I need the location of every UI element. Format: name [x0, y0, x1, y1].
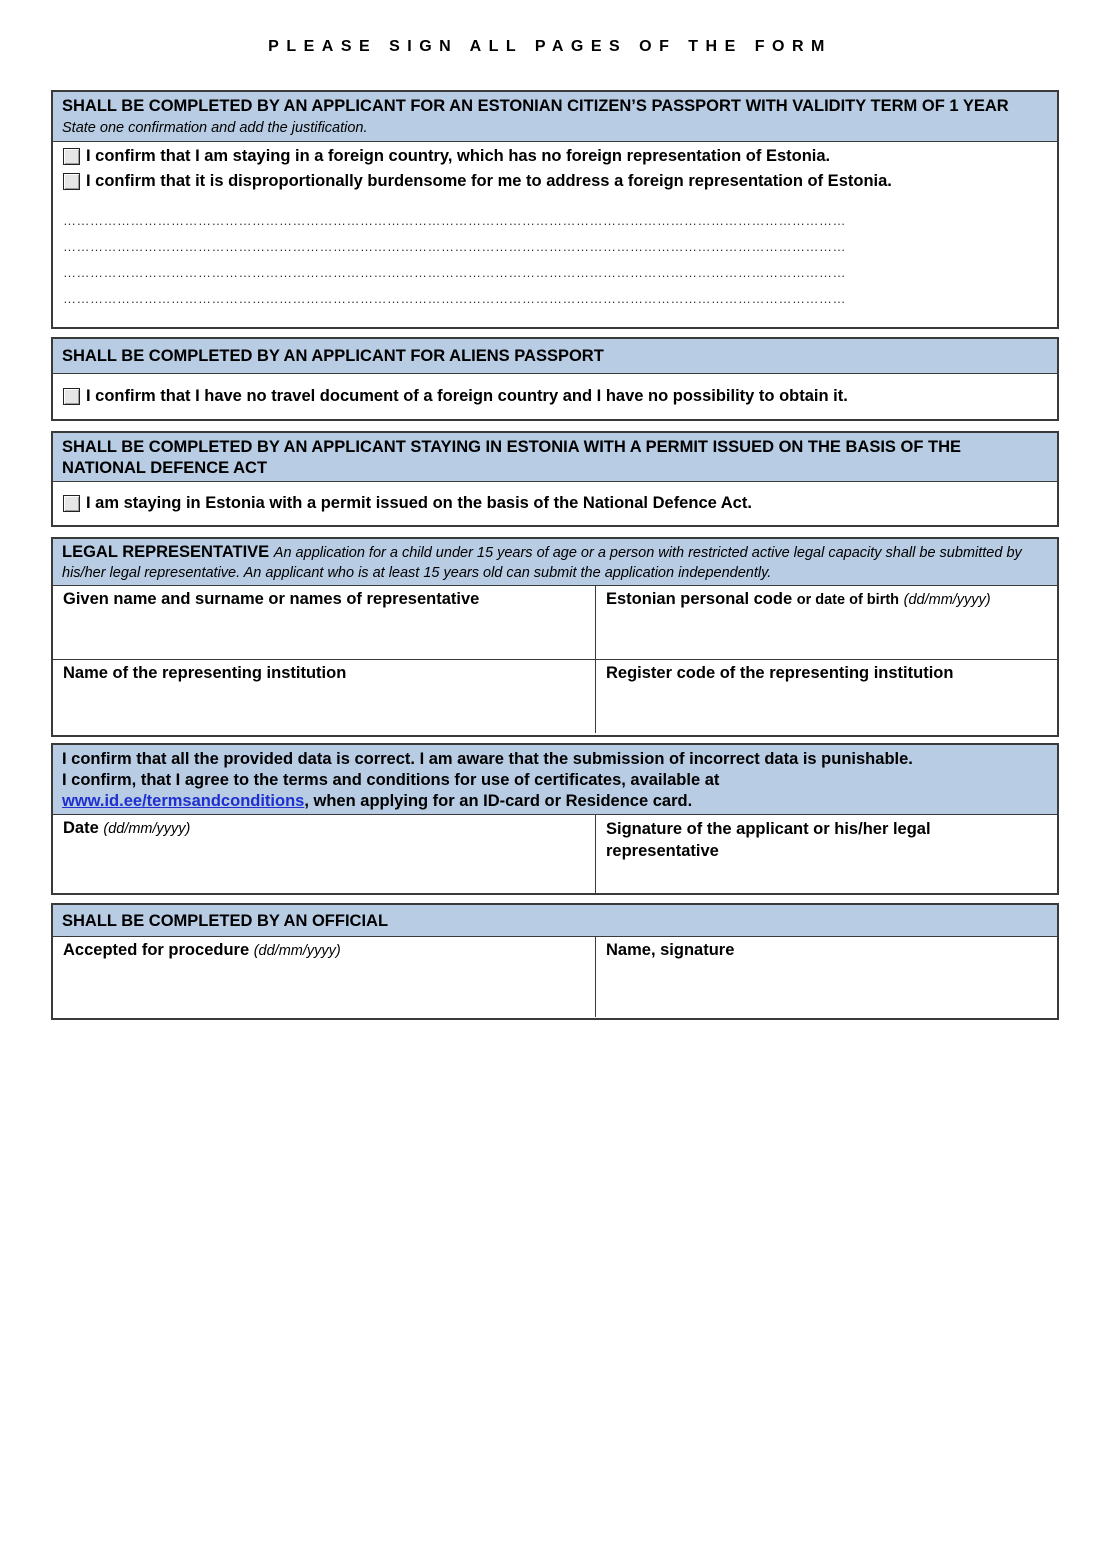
date-field[interactable]	[53, 815, 596, 893]
aliens-passport-section	[51, 337, 1059, 421]
no-representation-label: I confirm that I am staying in a foreign country, which has no foreign representation of Estonia.	[86, 147, 831, 165]
applicant-signature-field[interactable]	[596, 815, 1057, 893]
defence-act-section	[51, 431, 1059, 527]
accepted-label: Accepted for procedure	[63, 941, 250, 959]
institution-name-label: Name of the representing institution	[63, 664, 347, 682]
defence-act-label: I am staying in Estonia with a permit issued on the basis of the National Defence Act.	[86, 494, 752, 512]
justification-area[interactable]	[53, 208, 1057, 312]
legal-representative-note: An application for a child under 15 years of age or a person with restricted active legal capacity shall be submitted by his/her legal representative. An applicant who is at least 15 years old can submit the application independently.	[62, 545, 1022, 581]
confirmation-sign-row	[53, 815, 1057, 893]
date-of-birth-label: or date of birth	[796, 592, 900, 608]
justification-line-1[interactable]: …………………………………………………………………………………………………………………………………………………………	[63, 213, 846, 228]
legal-representative-section	[51, 537, 1059, 737]
official-heading: SHALL BE COMPLETED BY AN OFFICIAL	[53, 905, 1057, 937]
sign-all-pages-note: PLEASE SIGN ALL PAGES OF THE FORM	[268, 38, 832, 55]
option-no-travel-document[interactable]	[53, 384, 1057, 409]
official-name-signature-field[interactable]	[596, 937, 1057, 1017]
personal-code-label: Estonian personal code	[606, 590, 793, 608]
justification-line-3[interactable]: …………………………………………………………………………………………………………………………………………………………	[63, 265, 846, 280]
date-of-birth-format: (dd/mm/yyyy)	[903, 592, 991, 608]
representative-name-label: Given name and surname or names of representative	[63, 590, 480, 608]
no-travel-document-checkbox[interactable]	[63, 388, 80, 405]
citizen-passport-section	[51, 90, 1059, 329]
representative-row-2	[53, 659, 1057, 733]
burdensome-checkbox[interactable]	[63, 173, 80, 190]
representative-name-field[interactable]	[53, 586, 596, 659]
confirmation-line-2: I confirm, that I agree to the terms and conditions for use of certificates, available at	[62, 771, 720, 789]
justification-line-4[interactable]: …………………………………………………………………………………………………………………………………………………………	[63, 291, 846, 306]
no-representation-checkbox[interactable]	[63, 148, 80, 165]
official-section	[51, 903, 1059, 1020]
citizen-passport-heading-note: State one confirmation and add the justification.	[62, 120, 368, 136]
representative-code-field[interactable]	[596, 586, 1057, 659]
confirmation-line-1: I confirm that all the provided data is correct. I am aware that the submission of incorrect data is punishable.	[62, 750, 913, 768]
official-name-signature-label: Name, signature	[606, 941, 735, 959]
institution-register-label: Register code of the representing institution	[606, 664, 954, 682]
defence-act-checkbox[interactable]	[63, 495, 80, 512]
date-label: Date	[63, 819, 99, 837]
confirmation-heading	[53, 745, 1057, 815]
representative-row-1	[53, 586, 1057, 659]
citizen-passport-heading-text: SHALL BE COMPLETED BY AN APPLICANT FOR AN ESTONIAN CITIZEN’S PASSPORT WITH VALIDITY TERM OF 1 YEAR	[62, 97, 1009, 115]
justification-line-2[interactable]: …………………………………………………………………………………………………………………………………………………………	[63, 239, 846, 254]
aliens-passport-heading: SHALL BE COMPLETED BY AN APPLICANT FOR ALIENS PASSPORT	[53, 339, 1057, 374]
no-travel-document-label: I confirm that I have no travel document of a foreign country and I have no possibility to obtain it.	[86, 387, 848, 405]
confirmation-line-3-text: , when applying for an ID-card or Residence card.	[304, 792, 693, 810]
official-row	[53, 937, 1057, 1017]
date-format: (dd/mm/yyyy)	[103, 821, 191, 837]
accepted-format: (dd/mm/yyyy)	[253, 943, 341, 959]
confirmation-section	[51, 743, 1059, 895]
citizen-passport-heading	[53, 92, 1057, 142]
institution-name-field[interactable]	[53, 660, 596, 733]
defence-act-heading: SHALL BE COMPLETED BY AN APPLICANT STAYING IN ESTONIA WITH A PERMIT ISSUED ON THE BASIS OF THE NATIONAL DEFENCE ACT	[53, 433, 1057, 482]
legal-representative-title: LEGAL REPRESENTATIVE	[62, 543, 270, 561]
applicant-signature-label: Signature of the applicant or his/her legal representative	[606, 820, 931, 860]
confirmation-line-3	[62, 791, 1047, 812]
option-defence-act-permit[interactable]	[53, 491, 1057, 516]
legal-representative-heading	[53, 539, 1057, 586]
institution-register-field[interactable]	[596, 660, 1057, 733]
burdensome-label: I confirm that it is disproportionally burdensome for me to address a foreign representation of Estonia.	[86, 172, 892, 190]
terms-link[interactable]: www.id.ee/termsandconditions	[62, 792, 305, 810]
accepted-for-procedure-field[interactable]	[53, 937, 596, 1017]
option-burdensome[interactable]	[53, 169, 1057, 194]
option-no-representation[interactable]	[53, 144, 1057, 169]
